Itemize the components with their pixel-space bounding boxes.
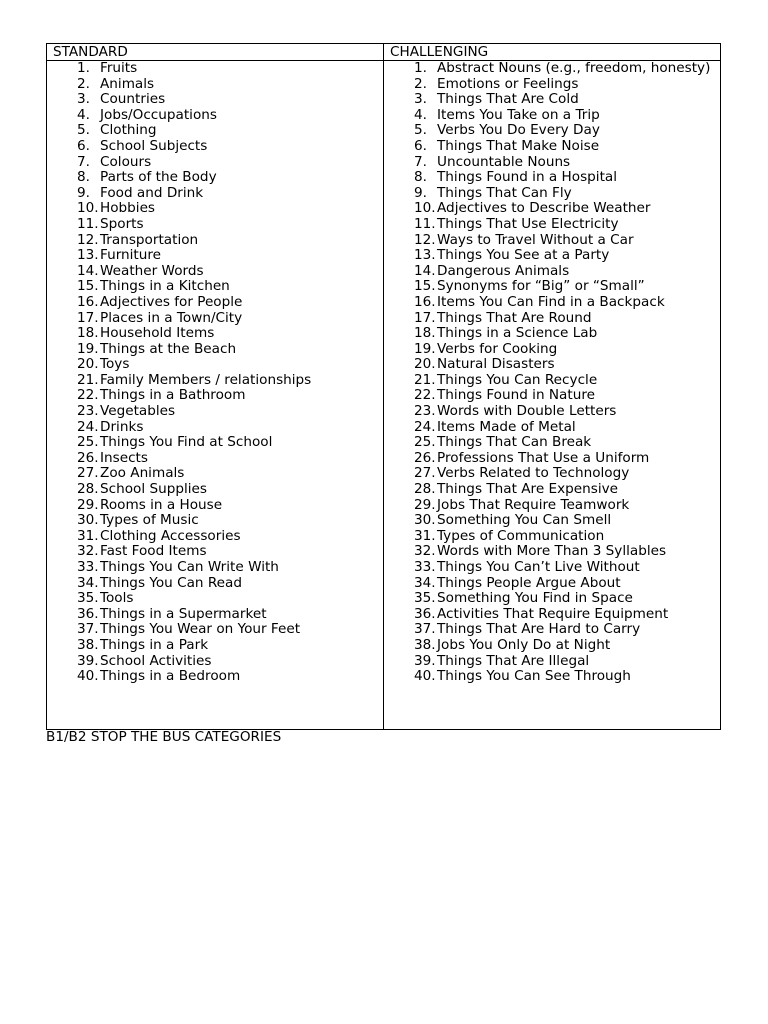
item-number: 35. xyxy=(414,590,436,607)
item-number: 26. xyxy=(414,449,436,466)
list-item xyxy=(77,607,383,623)
item-text: Natural Disasters xyxy=(437,356,555,373)
item-number: 27. xyxy=(77,465,99,482)
list-item xyxy=(77,404,383,420)
item-text: Adjectives for People xyxy=(100,293,243,310)
list-item xyxy=(414,279,720,295)
item-text: School Subjects xyxy=(100,137,208,154)
list-item xyxy=(414,622,720,638)
list-item xyxy=(414,373,720,389)
item-text: Adjectives to Describe Weather xyxy=(437,200,651,217)
item-number: 5. xyxy=(414,122,427,139)
item-text: Abstract Nouns (e.g., freedom, honesty) xyxy=(437,60,711,76)
item-number: 2. xyxy=(77,75,90,92)
item-text: Synonyms for “Big” or “Small” xyxy=(437,278,645,295)
list-item xyxy=(414,451,720,467)
item-number: 12. xyxy=(414,231,436,248)
item-text: Toys xyxy=(100,356,130,373)
list-item xyxy=(77,155,383,171)
list-item xyxy=(77,311,383,327)
item-number: 28. xyxy=(414,481,436,498)
list-item xyxy=(414,295,720,311)
item-text: Things People Argue About xyxy=(437,574,621,591)
item-number: 28. xyxy=(77,481,99,498)
categories-table xyxy=(46,43,721,730)
item-number: 16. xyxy=(414,293,436,310)
list-item xyxy=(77,357,383,373)
item-number: 11. xyxy=(414,215,436,232)
list-item xyxy=(414,435,720,451)
item-number: 19. xyxy=(77,340,99,357)
list-item xyxy=(77,186,383,202)
item-text: Colours xyxy=(100,153,152,170)
item-text: Things That Are Expensive xyxy=(437,481,619,498)
list-item xyxy=(414,326,720,342)
item-text: Jobs You Only Do at Night xyxy=(437,636,611,653)
item-text: Things in a Kitchen xyxy=(100,278,230,295)
item-text: Words with More Than 3 Syllables xyxy=(437,543,667,560)
item-number: 3. xyxy=(77,91,90,108)
list-item xyxy=(77,451,383,467)
item-number: 23. xyxy=(77,403,99,420)
list-item xyxy=(77,576,383,592)
list-item xyxy=(414,357,720,373)
item-text: Things in a Bedroom xyxy=(100,668,241,685)
list-item xyxy=(77,420,383,436)
list-item xyxy=(77,279,383,295)
list-item xyxy=(77,638,383,654)
list-item xyxy=(77,435,383,451)
item-text: Places in a Town/City xyxy=(100,309,243,326)
list-item xyxy=(414,123,720,139)
item-text: Weather Words xyxy=(100,262,204,279)
list-item xyxy=(414,669,720,685)
list-item xyxy=(77,482,383,498)
list-item xyxy=(77,622,383,638)
document-footer: B1/B2 STOP THE BUS CATEGORIES xyxy=(46,729,282,745)
item-text: Jobs That Require Teamwork xyxy=(437,496,630,513)
header-row xyxy=(47,44,721,61)
list-item xyxy=(414,404,720,420)
item-text: Things in a Park xyxy=(100,636,209,653)
item-number: 15. xyxy=(77,278,99,295)
item-number: 22. xyxy=(77,387,99,404)
item-text: Words with Double Letters xyxy=(437,403,617,420)
item-text: Types of Music xyxy=(100,512,199,529)
item-text: Something You Find in Space xyxy=(437,590,633,607)
list-item xyxy=(77,342,383,358)
list-item xyxy=(414,498,720,514)
item-number: 24. xyxy=(77,418,99,435)
item-number: 14. xyxy=(414,262,436,279)
item-number: 29. xyxy=(77,496,99,513)
item-number: 4. xyxy=(414,106,427,123)
item-number: 20. xyxy=(77,356,99,373)
list-item xyxy=(77,61,383,77)
list-item xyxy=(77,326,383,342)
item-text: Things Found in Nature xyxy=(437,387,595,404)
list-item xyxy=(414,248,720,264)
item-text: Jobs/Occupations xyxy=(100,106,217,123)
list-item xyxy=(414,108,720,124)
item-text: Household Items xyxy=(100,325,215,342)
item-text: Things That Can Fly xyxy=(437,184,572,201)
item-number: 12. xyxy=(77,231,99,248)
content-row xyxy=(47,61,721,730)
item-text: Dangerous Animals xyxy=(437,262,570,279)
item-number: 20. xyxy=(414,356,436,373)
item-number: 22. xyxy=(414,387,436,404)
item-number: 3. xyxy=(414,91,427,108)
list-item xyxy=(414,233,720,249)
item-number: 6. xyxy=(414,137,427,154)
list-item xyxy=(77,248,383,264)
item-number: 30. xyxy=(414,512,436,529)
item-text: Activities That Require Equipment xyxy=(437,605,669,622)
header-challenging: CHALLENGING xyxy=(384,44,721,61)
item-number: 9. xyxy=(77,184,90,201)
item-text: Verbs Related to Technology xyxy=(437,465,630,482)
item-number: 1. xyxy=(414,60,427,76)
item-number: 40. xyxy=(77,668,99,685)
item-text: Clothing xyxy=(100,122,157,139)
item-text: Uncountable Nouns xyxy=(437,153,571,170)
challenging-list xyxy=(384,61,720,685)
list-item xyxy=(77,108,383,124)
item-number: 40. xyxy=(414,668,436,685)
list-item xyxy=(77,264,383,280)
item-text: Verbs You Do Every Day xyxy=(437,122,600,139)
list-item xyxy=(414,264,720,280)
item-text: Ways to Travel Without a Car xyxy=(437,231,634,248)
item-number: 31. xyxy=(77,527,99,544)
list-item xyxy=(414,576,720,592)
item-text: Zoo Animals xyxy=(100,465,185,482)
item-text: Transportation xyxy=(100,231,199,248)
list-item xyxy=(77,217,383,233)
item-number: 38. xyxy=(77,636,99,653)
list-item xyxy=(414,170,720,186)
item-number: 26. xyxy=(77,449,99,466)
item-number: 30. xyxy=(77,512,99,529)
item-number: 25. xyxy=(77,434,99,451)
list-item xyxy=(414,217,720,233)
item-text: Things You Can Read xyxy=(100,574,243,591)
list-item xyxy=(414,513,720,529)
item-text: Furniture xyxy=(100,247,162,264)
item-text: Rooms in a House xyxy=(100,496,223,513)
item-text: Professions That Use a Uniform xyxy=(437,449,650,466)
item-text: Items You Take on a Trip xyxy=(437,106,600,123)
item-text: Types of Communication xyxy=(437,527,605,544)
item-text: Items Made of Metal xyxy=(437,418,576,435)
list-item xyxy=(414,591,720,607)
item-text: School Supplies xyxy=(100,481,207,498)
item-number: 14. xyxy=(77,262,99,279)
item-text: Clothing Accessories xyxy=(100,527,241,544)
item-number: 24. xyxy=(414,418,436,435)
item-number: 8. xyxy=(414,169,427,186)
list-item xyxy=(77,669,383,685)
list-item xyxy=(414,201,720,217)
challenging-column xyxy=(384,61,721,730)
item-number: 10. xyxy=(414,200,436,217)
list-item xyxy=(414,607,720,623)
standard-column xyxy=(47,61,384,730)
list-item xyxy=(77,466,383,482)
list-item xyxy=(414,311,720,327)
list-item xyxy=(414,77,720,93)
item-text: Things in a Science Lab xyxy=(437,325,598,342)
item-number: 33. xyxy=(414,559,436,575)
item-number: 35. xyxy=(77,590,99,607)
item-number: 31. xyxy=(414,527,436,544)
item-number: 17. xyxy=(414,309,436,326)
item-number: 21. xyxy=(414,371,436,388)
list-item xyxy=(77,513,383,529)
item-text: Things That Are Illegal xyxy=(437,652,590,669)
item-number: 39. xyxy=(77,652,99,669)
item-number: 34. xyxy=(414,574,436,591)
item-number: 1. xyxy=(77,60,90,76)
item-number: 37. xyxy=(414,621,436,638)
list-item xyxy=(77,170,383,186)
list-item xyxy=(414,388,720,404)
item-text: Food and Drink xyxy=(100,184,204,201)
item-number: 10. xyxy=(77,200,99,217)
item-number: 36. xyxy=(414,605,436,622)
list-item xyxy=(414,139,720,155)
item-text: Things You Can Recycle xyxy=(437,371,598,388)
list-item xyxy=(77,498,383,514)
item-text: Things in a Bathroom xyxy=(100,387,246,404)
item-text: Something You Can Smell xyxy=(437,512,612,529)
item-text: Emotions or Feelings xyxy=(437,75,579,92)
item-number: 7. xyxy=(77,153,90,170)
item-number: 33. xyxy=(77,559,99,575)
item-text: Things in a Supermarket xyxy=(100,605,267,622)
item-number: 9. xyxy=(414,184,427,201)
item-number: 18. xyxy=(414,325,436,342)
list-item xyxy=(77,123,383,139)
list-item xyxy=(77,233,383,249)
item-number: 19. xyxy=(414,340,436,357)
item-number: 34. xyxy=(77,574,99,591)
list-item xyxy=(77,529,383,545)
list-item xyxy=(414,92,720,108)
list-item xyxy=(414,420,720,436)
header-standard: STANDARD xyxy=(47,44,384,61)
list-item xyxy=(77,544,383,560)
list-item xyxy=(77,295,383,311)
item-text: Things That Are Hard to Carry xyxy=(437,621,641,638)
item-number: 13. xyxy=(77,247,99,264)
item-number: 37. xyxy=(77,621,99,638)
item-number: 32. xyxy=(414,543,436,560)
list-item xyxy=(414,654,720,670)
list-item xyxy=(414,342,720,358)
item-text: Things That Make Noise xyxy=(437,137,600,154)
list-item xyxy=(414,560,720,576)
item-text: Vegetables xyxy=(100,403,176,420)
item-text: Family Members / relationships xyxy=(100,371,312,388)
item-number: 17. xyxy=(77,309,99,326)
standard-list xyxy=(47,61,383,685)
item-text: Things That Are Cold xyxy=(437,91,579,108)
item-text: Things That Use Electricity xyxy=(437,215,619,232)
item-text: Fruits xyxy=(100,60,138,76)
list-item xyxy=(77,560,383,576)
item-text: Things at the Beach xyxy=(100,340,237,357)
item-text: Sports xyxy=(100,215,144,232)
item-number: 38. xyxy=(414,636,436,653)
list-item xyxy=(414,186,720,202)
item-number: 18. xyxy=(77,325,99,342)
item-number: 15. xyxy=(414,278,436,295)
list-item xyxy=(414,544,720,560)
item-number: 5. xyxy=(77,122,90,139)
item-number: 23. xyxy=(414,403,436,420)
list-item xyxy=(77,388,383,404)
item-text: Verbs for Cooking xyxy=(437,340,558,357)
list-item xyxy=(77,201,383,217)
item-number: 7. xyxy=(414,153,427,170)
item-text: Drinks xyxy=(100,418,144,435)
item-text: Things You Find at School xyxy=(100,434,273,451)
item-text: Hobbies xyxy=(100,200,156,217)
item-text: Things You See at a Party xyxy=(437,247,610,264)
item-text: Countries xyxy=(100,91,166,108)
item-text: Things You Can Write With xyxy=(100,559,279,575)
list-item xyxy=(77,77,383,93)
item-number: 21. xyxy=(77,371,99,388)
item-number: 13. xyxy=(414,247,436,264)
item-number: 2. xyxy=(414,75,427,92)
list-item xyxy=(414,529,720,545)
item-number: 6. xyxy=(77,137,90,154)
list-item xyxy=(77,373,383,389)
list-item xyxy=(414,466,720,482)
list-item xyxy=(77,591,383,607)
item-text: Animals xyxy=(100,75,155,92)
item-number: 29. xyxy=(414,496,436,513)
item-text: Things You Can See Through xyxy=(437,668,631,685)
item-text: Things Found in a Hospital xyxy=(437,169,618,186)
item-text: Things That Can Break xyxy=(437,434,592,451)
item-text: Tools xyxy=(100,590,134,607)
item-text: Things You Can’t Live Without xyxy=(437,559,640,575)
item-number: 27. xyxy=(414,465,436,482)
item-number: 36. xyxy=(77,605,99,622)
item-number: 16. xyxy=(77,293,99,310)
item-text: Insects xyxy=(100,449,148,466)
item-number: 4. xyxy=(77,106,90,123)
item-text: Things That Are Round xyxy=(437,309,592,326)
list-item xyxy=(414,638,720,654)
list-item xyxy=(77,92,383,108)
item-text: Items You Can Find in a Backpack xyxy=(437,293,665,310)
list-item xyxy=(414,61,720,77)
item-number: 8. xyxy=(77,169,90,186)
item-number: 32. xyxy=(77,543,99,560)
item-text: Fast Food Items xyxy=(100,543,207,560)
list-item xyxy=(77,654,383,670)
list-item xyxy=(414,482,720,498)
item-number: 25. xyxy=(414,434,436,451)
item-number: 39. xyxy=(414,652,436,669)
item-text: School Activities xyxy=(100,652,212,669)
list-item xyxy=(414,155,720,171)
item-text: Parts of the Body xyxy=(100,169,217,186)
item-text: Things You Wear on Your Feet xyxy=(100,621,301,638)
list-item xyxy=(77,139,383,155)
item-number: 11. xyxy=(77,215,99,232)
